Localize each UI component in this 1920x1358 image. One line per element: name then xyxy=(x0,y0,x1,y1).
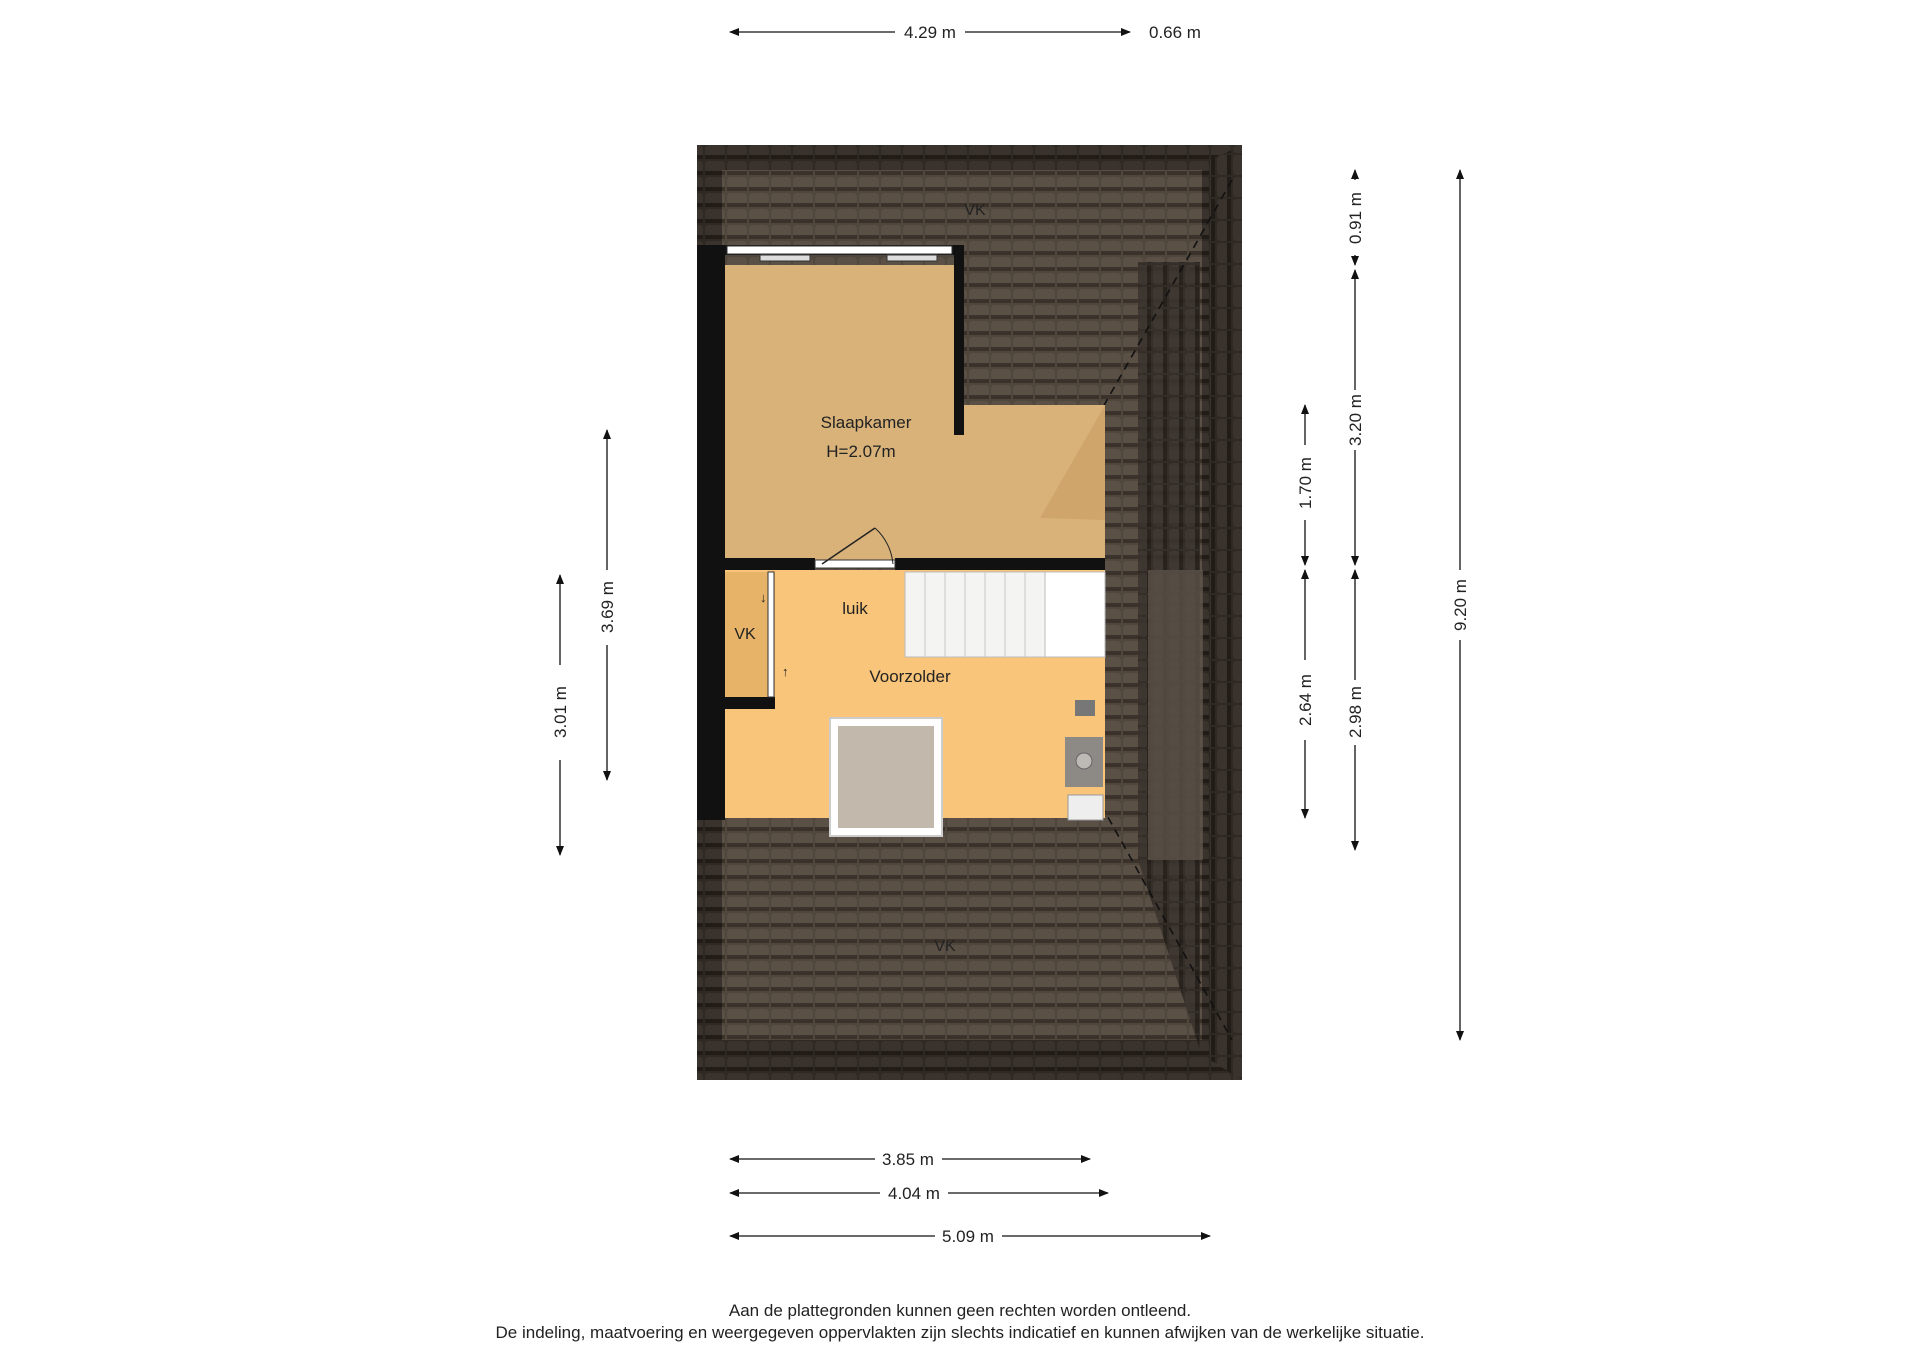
dim-right-a-top: 0.91 m xyxy=(1346,192,1365,244)
dim-top-extra: 0.66 m xyxy=(1149,23,1201,42)
dim-right-b-top: 1.70 m xyxy=(1296,457,1315,509)
dim-left-inner: 3.69 m xyxy=(598,581,617,633)
attic-name: Voorzolder xyxy=(869,667,951,686)
dim-total-height: 9.20 m xyxy=(1451,579,1470,631)
dim-bottom-3: 5.09 m xyxy=(942,1227,994,1246)
disclaimer-line-2: De indeling, maatvoering en weergegeven oppervlakten zijn slechts indicatief en kunnen afwijken van de werkelijke situatie. xyxy=(495,1323,1425,1342)
dim-left-outer: 3.01 m xyxy=(551,686,570,738)
dim-bottom-1: 3.85 m xyxy=(882,1150,934,1169)
dim-right-a-bot: 2.98 m xyxy=(1346,686,1365,738)
dim-right-b-bot: 2.64 m xyxy=(1296,674,1315,726)
dimension-left xyxy=(560,430,607,855)
disclaimer xyxy=(0,1300,1920,1344)
dim-top-width: 4.29 m xyxy=(904,23,956,42)
dim-bottom-2: 4.04 m xyxy=(888,1184,940,1203)
dimension-right xyxy=(1305,170,1460,1040)
bedroom-name: Slaapkamer xyxy=(820,413,912,432)
vk-side-door xyxy=(768,572,774,697)
staircase xyxy=(905,572,1105,657)
arrow-up-glyph: ↑ xyxy=(782,664,789,679)
hatch-label: luik xyxy=(842,599,868,618)
dimension-bottom xyxy=(730,1159,1210,1236)
dim-right-a-mid: 3.20 m xyxy=(1346,394,1365,446)
arrow-down-glyph: ↓ xyxy=(760,590,767,605)
disclaimer-line-1: Aan de plattegronden kunnen geen rechten worden ontleend. xyxy=(728,1301,1192,1320)
vk-bottom-label: VK xyxy=(934,938,956,955)
bedroom-height: H=2.07m xyxy=(826,442,896,461)
vk-top-label: VK xyxy=(964,202,986,219)
hatch-block xyxy=(830,718,942,836)
vk-side-label: VK xyxy=(734,626,756,643)
